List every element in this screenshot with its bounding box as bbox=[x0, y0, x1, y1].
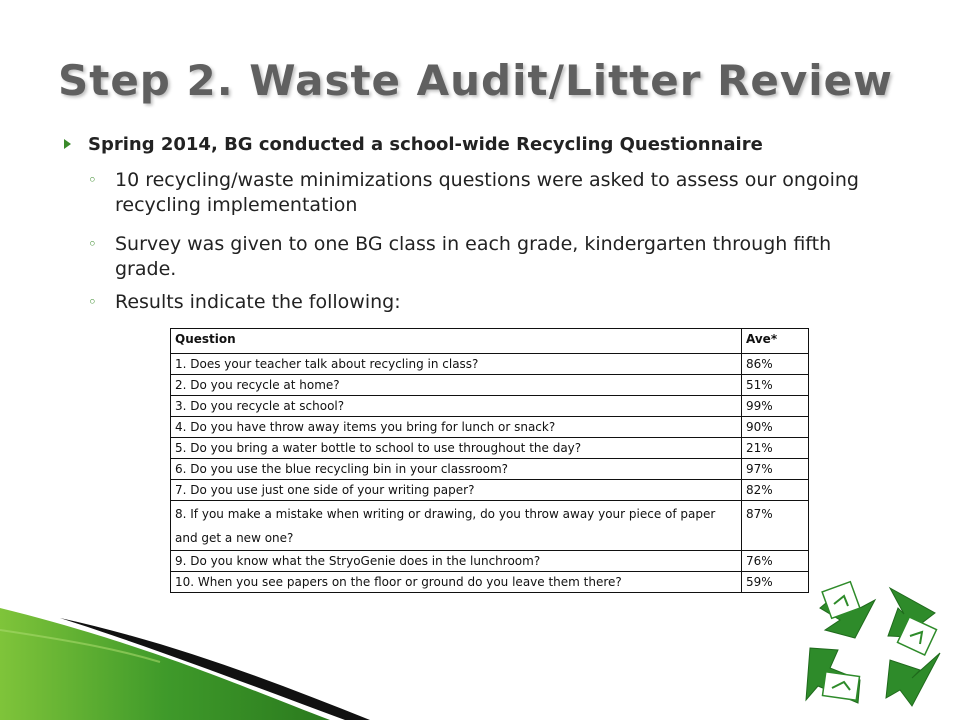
bullet-arrow-icon bbox=[64, 139, 71, 149]
average-cell: 59% bbox=[742, 572, 809, 593]
table-row bbox=[171, 459, 809, 480]
sub-bullet-text: 10 recycling/waste minimizations questions were asked to assess our ongoing recycling implementation bbox=[115, 169, 859, 216]
question-cell: 5. Do you bring a water bottle to school to use throughout the day? bbox=[171, 438, 742, 459]
green-swoosh-decoration bbox=[0, 590, 400, 720]
sub-bullet-circle-icon: ◦ bbox=[88, 293, 97, 311]
question-cell: 7. Do you use just one side of your writing paper? bbox=[171, 480, 742, 501]
sub-bullet-2 bbox=[88, 232, 888, 282]
table-header-row bbox=[171, 329, 809, 354]
average-cell: 99% bbox=[742, 396, 809, 417]
sub-bullet-1 bbox=[88, 168, 888, 218]
table-row bbox=[171, 480, 809, 501]
question-cell: 1. Does your teacher talk about recycling in class? bbox=[171, 354, 742, 375]
question-cell: 2. Do you recycle at home? bbox=[171, 375, 742, 396]
average-cell: 21% bbox=[742, 438, 809, 459]
recycle-icon bbox=[800, 578, 950, 718]
sub-bullet-text: Results indicate the following: bbox=[115, 291, 401, 313]
table-row bbox=[171, 501, 809, 551]
question-cell: 6. Do you use the blue recycling bin in your classroom? bbox=[171, 459, 742, 480]
sub-bullet-3 bbox=[88, 290, 888, 315]
average-cell: 76% bbox=[742, 551, 809, 572]
sub-bullet-circle-icon: ◦ bbox=[88, 235, 97, 253]
column-header-question: Question bbox=[171, 329, 742, 354]
results-table bbox=[170, 328, 809, 593]
average-cell: 82% bbox=[742, 480, 809, 501]
table-row bbox=[171, 354, 809, 375]
average-cell: 97% bbox=[742, 459, 809, 480]
table-row bbox=[171, 417, 809, 438]
table-row bbox=[171, 396, 809, 417]
question-cell: 9. Do you know what the StryoGenie does in the lunchroom? bbox=[171, 551, 742, 572]
slide-title: Step 2. Waste Audit/Litter Review bbox=[58, 56, 893, 105]
question-cell: 10. When you see papers on the floor or ground do you leave them there? bbox=[171, 572, 742, 593]
main-bullet-text: Spring 2014, BG conducted a school-wide Recycling Questionnaire bbox=[88, 134, 763, 155]
table-row bbox=[171, 551, 809, 572]
average-cell: 87% bbox=[742, 501, 809, 551]
table-row bbox=[171, 438, 809, 459]
question-cell: 4. Do you have throw away items you bring for lunch or snack? bbox=[171, 417, 742, 438]
column-header-average: Ave* bbox=[742, 329, 809, 354]
average-cell: 90% bbox=[742, 417, 809, 438]
sub-bullet-circle-icon: ◦ bbox=[88, 171, 97, 189]
average-cell: 86% bbox=[742, 354, 809, 375]
question-cell: 8. If you make a mistake when writing or drawing, do you throw away your piece of paper and get a new one? bbox=[171, 501, 742, 551]
sub-bullet-text: Survey was given to one BG class in each grade, kindergarten through fifth grade. bbox=[115, 233, 832, 280]
question-cell: 3. Do you recycle at school? bbox=[171, 396, 742, 417]
table-row bbox=[171, 375, 809, 396]
average-cell: 51% bbox=[742, 375, 809, 396]
main-bullet bbox=[66, 134, 906, 155]
